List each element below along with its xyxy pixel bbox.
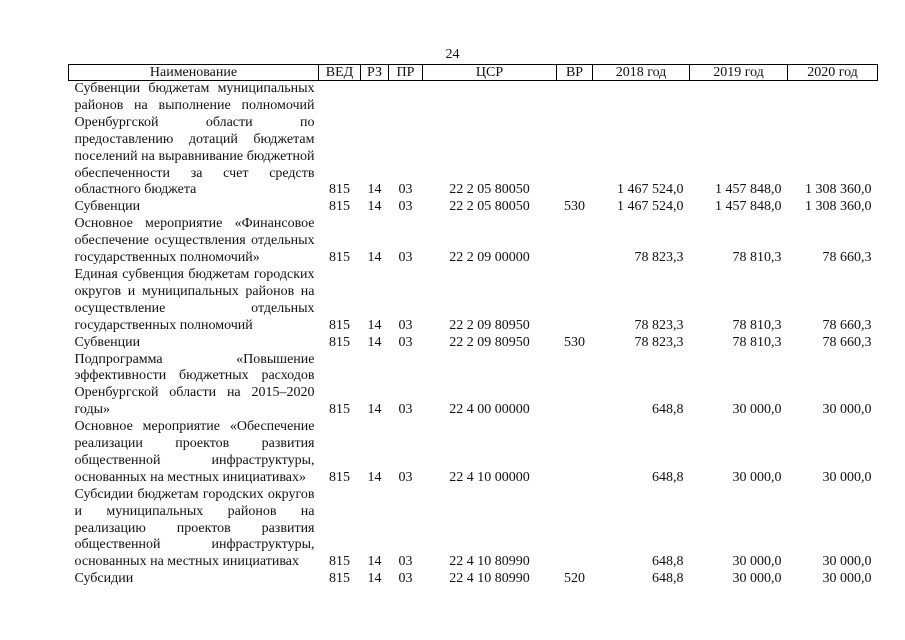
cell-rz: 14	[367, 469, 382, 485]
cell-rz: 14	[367, 402, 382, 418]
page-number: 24	[445, 47, 460, 62]
table-header-row	[69, 65, 878, 81]
cell-pr: 03	[398, 554, 413, 570]
cell-y2020: 1 308 360,0	[805, 182, 872, 198]
cell-csr: 22 4 10 80990	[449, 554, 530, 570]
cell-y2018: 1 467 524,0	[617, 199, 684, 215]
cell-vr	[557, 352, 593, 420]
cell-name: Подпрограмма «Повышение эффективности бюджетных расходов Оренбургской области на 2015–2020 годы»	[74, 351, 315, 418]
cell-pr: 03	[398, 182, 413, 198]
cell-pr: 03	[398, 402, 413, 418]
cell-rz: 14	[367, 334, 382, 350]
table-row	[69, 335, 878, 352]
cell-name: Основное мероприятие «Финансовое обеспечение осуществления отдельных государственных полномочий»	[74, 216, 315, 266]
table-row	[69, 199, 878, 216]
cell-vr	[557, 216, 593, 267]
budget-table	[68, 64, 878, 588]
cell-ved: 815	[329, 199, 350, 215]
cell-y2018: 1 467 524,0	[617, 182, 684, 198]
cell-pr: 03	[398, 334, 413, 350]
cell-csr: 22 4 10 80990	[449, 571, 530, 587]
cell-csr: 22 4 00 00000	[449, 402, 530, 418]
table-row	[69, 571, 878, 588]
cell-y2020: 78 660,3	[822, 334, 872, 350]
cell-rz: 14	[367, 182, 382, 198]
cell-name: Субвенции	[74, 334, 141, 350]
table-row	[69, 267, 878, 335]
cell-rz: 14	[367, 250, 382, 266]
cell-vr: 520	[564, 571, 585, 587]
table-row	[69, 419, 878, 487]
cell-pr: 03	[398, 250, 413, 266]
cell-y2018: 648,8	[652, 571, 684, 587]
cell-ved: 815	[329, 182, 350, 198]
cell-y2018: 648,8	[652, 554, 684, 570]
header-csr: ЦСР	[423, 65, 557, 81]
cell-y2019: 78 810,3	[732, 250, 782, 266]
cell-vr	[557, 267, 593, 335]
cell-name: Субсидии бюджетам городских округов и муниципальных районов на реализацию проектов развития общественной инфраструктуры, основанных на местных инициативах	[74, 486, 315, 570]
cell-y2019: 1 457 848,0	[715, 199, 782, 215]
cell-ved: 815	[329, 402, 350, 418]
cell-y2019: 1 457 848,0	[715, 182, 782, 198]
cell-csr: 22 4 10 00000	[449, 469, 530, 485]
cell-y2020: 1 308 360,0	[805, 199, 872, 215]
cell-ved: 815	[329, 554, 350, 570]
cell-y2018: 78 823,3	[634, 250, 684, 266]
cell-vr	[557, 81, 593, 200]
header-2019: 2019 год	[690, 65, 788, 81]
cell-y2020: 30 000,0	[822, 554, 872, 570]
cell-vr	[557, 487, 593, 572]
cell-name: Субвенции бюджетам муниципальных районов на выполнение полномочий Оренбургской области по предоставлению дотаций бюджетам поселений на выравнивание бюджетной обеспеченности за счет средств областного бюджета	[74, 81, 315, 198]
table-row	[69, 216, 878, 267]
table-row	[69, 352, 878, 420]
cell-rz: 14	[367, 317, 382, 333]
cell-rz: 14	[367, 554, 382, 570]
cell-ved: 815	[329, 571, 350, 587]
cell-rz: 14	[367, 571, 382, 587]
cell-ved: 815	[329, 334, 350, 350]
cell-rz: 14	[367, 199, 382, 215]
cell-pr: 03	[398, 317, 413, 333]
cell-y2020: 30 000,0	[822, 402, 872, 418]
cell-name: Субсидии	[74, 571, 134, 587]
cell-y2018: 648,8	[652, 469, 684, 485]
cell-y2020: 30 000,0	[822, 571, 872, 587]
cell-name: Основное мероприятие «Обеспечение реализации проектов развития общественной инфраструктуры, основанных на местных инициативах»	[74, 419, 315, 485]
header-name: Наименование	[69, 65, 319, 81]
cell-name: Субвенции	[74, 199, 141, 215]
cell-vr	[557, 419, 593, 487]
cell-y2020: 78 660,3	[822, 250, 872, 266]
cell-csr: 22 2 09 00000	[449, 250, 530, 266]
cell-ved: 815	[329, 469, 350, 485]
cell-y2018: 78 823,3	[634, 317, 684, 333]
cell-csr: 22 2 05 80050	[449, 199, 530, 215]
header-vr: ВР	[557, 65, 593, 81]
cell-y2019: 30 000,0	[732, 571, 782, 587]
cell-csr: 22 2 05 80050	[449, 182, 530, 198]
cell-ved: 815	[329, 317, 350, 333]
cell-y2019: 78 810,3	[732, 334, 782, 350]
header-2018: 2018 год	[593, 65, 690, 81]
cell-vr: 530	[564, 199, 585, 215]
cell-name: Единая субвенция бюджетам городских округов и муниципальных районов на осуществление отдельных государственных полномочий	[74, 266, 315, 333]
cell-y2020: 78 660,3	[822, 317, 872, 333]
cell-csr: 22 2 09 80950	[449, 317, 530, 333]
table-row	[69, 487, 878, 572]
cell-csr: 22 2 09 80950	[449, 334, 530, 350]
cell-pr: 03	[398, 199, 413, 215]
cell-y2019: 30 000,0	[732, 469, 782, 485]
cell-pr: 03	[398, 469, 413, 485]
cell-vr: 530	[564, 334, 585, 350]
cell-y2019: 30 000,0	[732, 554, 782, 570]
cell-y2019: 30 000,0	[732, 402, 782, 418]
cell-y2019: 78 810,3	[732, 317, 782, 333]
cell-ved: 815	[329, 250, 350, 266]
cell-pr: 03	[398, 571, 413, 587]
cell-y2020: 30 000,0	[822, 469, 872, 485]
cell-y2018: 78 823,3	[634, 334, 684, 350]
header-2020: 2020 год	[788, 65, 878, 81]
cell-y2018: 648,8	[652, 402, 684, 418]
header-ved: ВЕД	[319, 65, 361, 81]
table-row	[69, 81, 878, 200]
header-rz: РЗ	[361, 65, 389, 81]
header-pr: ПР	[389, 65, 423, 81]
